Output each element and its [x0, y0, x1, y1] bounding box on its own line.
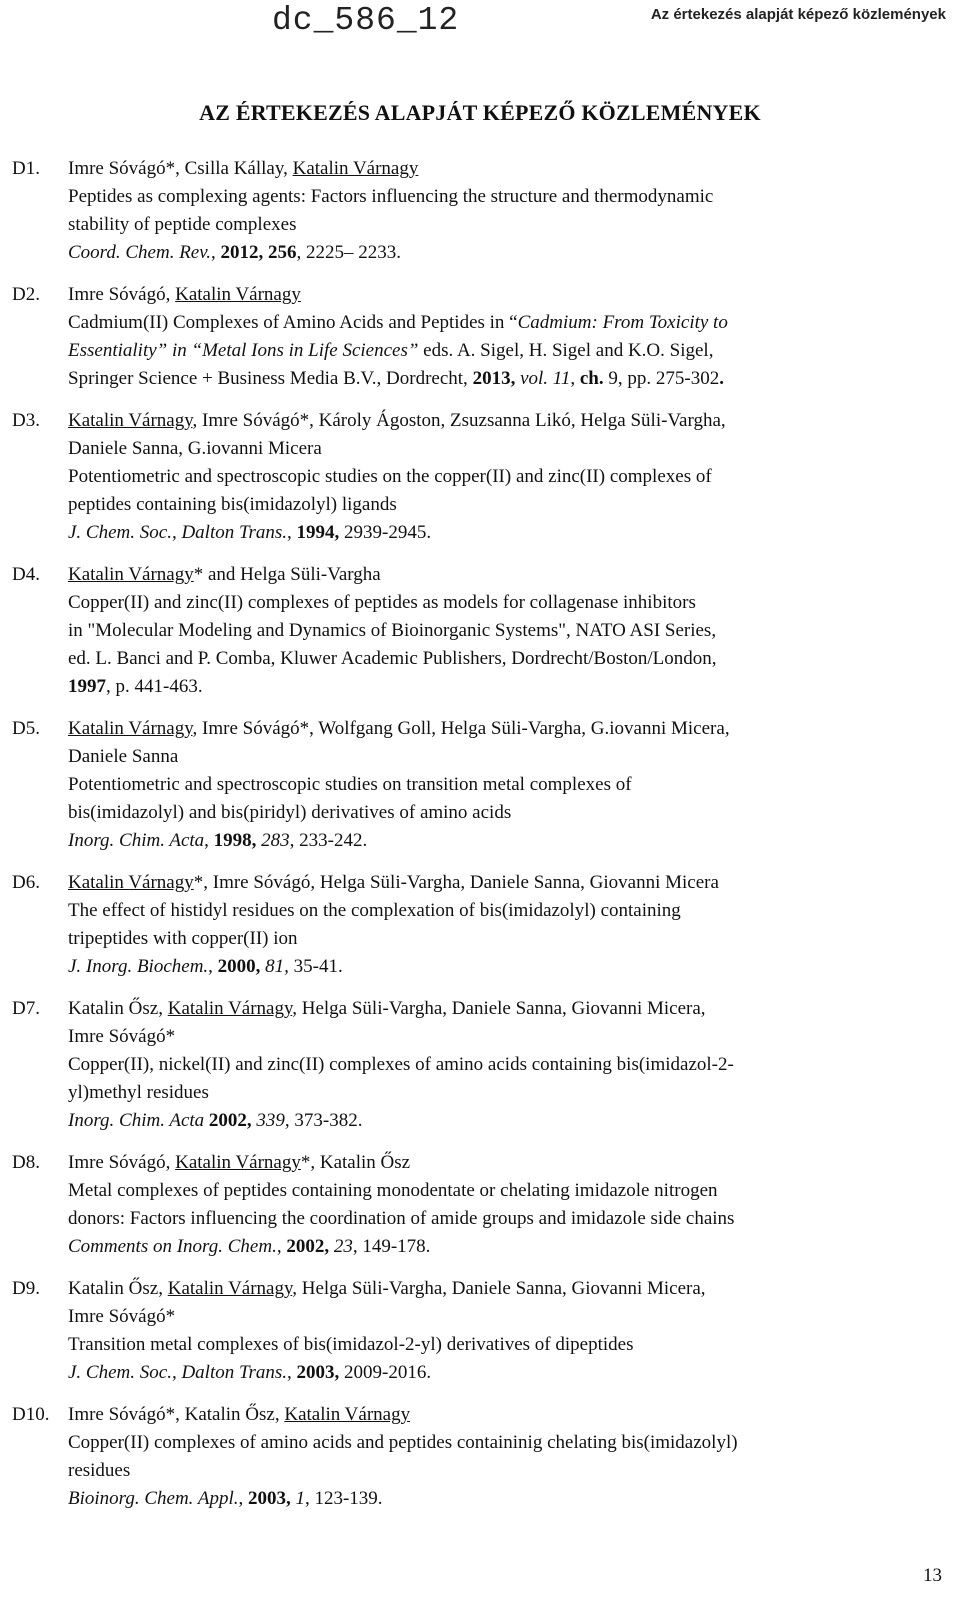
- entry-line: [68, 1275, 952, 1303]
- entry-line: [68, 1205, 952, 1233]
- text-segment: 35-41.: [288, 956, 343, 977]
- entry-number: D9.: [12, 1278, 40, 1299]
- underlined-author: Katalin Várnagy: [68, 872, 194, 893]
- text-segment: Daniele Sanna: [68, 746, 179, 767]
- text-segment: , Imre Sóvágó*, Károly Ágoston, Zsuzsanna Likó, Helga Süli-Vargha,: [192, 410, 726, 431]
- text-segment: , p. 441-463.: [106, 676, 203, 697]
- text-segment: J. Chem. Soc., Dalton Trans.: [68, 522, 288, 543]
- text-segment: 283: [261, 830, 290, 851]
- publication-entry: [12, 869, 952, 981]
- text-segment: donors: Factors influencing the coordination of amide groups and imidazole side chains: [68, 1208, 735, 1229]
- text-segment: ch.: [579, 368, 604, 389]
- text-segment: Cadmium: From Toxicity to: [517, 312, 728, 333]
- text-segment: , 149-178.: [352, 1236, 431, 1257]
- entry-line: [68, 1457, 952, 1485]
- publication-entry: [12, 1275, 952, 1387]
- entry-line: [68, 617, 952, 645]
- entry-line: [68, 491, 952, 519]
- text-segment: , Helga Süli-Vargha, Daniele Sanna, Giovanni Micera,: [292, 1278, 706, 1299]
- entry-line: [68, 309, 952, 337]
- text-segment: ed. L. Banci and P. Comba, Kluwer Academic Publishers, Dordrecht/Boston/London,: [68, 648, 717, 669]
- text-segment: Imre Sóvágó,: [68, 284, 176, 305]
- entry-line: [68, 827, 952, 855]
- entry-line: [68, 1023, 952, 1051]
- text-segment: Imre Sóvágó*: [68, 1026, 176, 1047]
- text-segment: Imre Sóvágó,: [68, 1152, 176, 1173]
- text-segment: J. Inorg. Biochem.: [68, 956, 209, 977]
- text-segment: Potentiometric and spectroscopic studies on transition metal complexes of: [68, 774, 632, 795]
- text-segment: in "Molecular Modeling and Dynamics of Bioinorganic Systems", NATO ASI Series,: [68, 620, 717, 641]
- text-segment: 2012, 256: [220, 242, 297, 263]
- underlined-author: Katalin Várnagy: [175, 1152, 301, 1173]
- entry-line: [68, 715, 952, 743]
- entry-number: D3.: [12, 410, 40, 431]
- text-segment: 1: [295, 1488, 305, 1509]
- text-segment: Metal complexes of peptides containing monodentate or chelating imidazole nitrogen: [68, 1180, 718, 1201]
- text-segment: stability of peptide complexes: [68, 214, 297, 235]
- text-segment: *, Imre Sóvágó, Helga Süli-Vargha, Daniele Sanna, Giovanni Micera: [193, 872, 719, 893]
- text-segment: eds. A. Sigel, H. Sigel and K.O. Sigel,: [418, 340, 714, 361]
- text-segment: Imre Sóvágó*, Katalin Ősz,: [68, 1404, 285, 1425]
- text-segment: vol. 11: [520, 368, 571, 389]
- entry-line: [68, 1107, 952, 1135]
- entry-number: D8.: [12, 1152, 40, 1173]
- underlined-author: Katalin Várnagy: [167, 1278, 293, 1299]
- text-segment: Transition metal complexes of bis(imidazol-2-yl) derivatives of dipeptides: [68, 1334, 634, 1355]
- text-segment: Inorg. Chim. Acta: [68, 1110, 205, 1131]
- text-segment: , 233-242.: [289, 830, 368, 851]
- text-segment: .: [719, 368, 724, 389]
- text-segment: *, Katalin Ősz: [300, 1152, 411, 1173]
- text-segment: Springer Science + Business Media B.V., Dordrecht,: [68, 368, 473, 389]
- text-segment: * and Helga Süli-Vargha: [193, 564, 381, 585]
- text-segment: ,: [204, 830, 214, 851]
- text-segment: yl)methyl residues: [68, 1082, 209, 1103]
- text-segment: 1997: [68, 676, 106, 697]
- text-segment: 9, pp. 275-302: [603, 368, 720, 389]
- text-segment: ,: [287, 522, 297, 543]
- text-segment: 2013,: [472, 368, 516, 389]
- text-segment: 2003,: [247, 1488, 291, 1509]
- text-segment: The effect of histidyl residues on the complexation of bis(imidazolyl) containing: [68, 900, 681, 921]
- text-segment: 23: [333, 1236, 353, 1257]
- entry-number: D7.: [12, 998, 40, 1019]
- text-segment: residues: [68, 1460, 131, 1481]
- publication-entry: [12, 281, 952, 393]
- text-segment: Cadmium(II) Complexes of Amino Acids and Peptides in “: [68, 312, 518, 333]
- entry-line: [68, 925, 952, 953]
- entry-line: [68, 953, 952, 981]
- text-segment: ,: [238, 1488, 248, 1509]
- publication-entry: [12, 715, 952, 855]
- publication-entry: [12, 155, 952, 267]
- text-segment: Inorg. Chim. Acta: [68, 830, 205, 851]
- entry-line: [68, 1429, 952, 1457]
- entry-line: [68, 1303, 952, 1331]
- underlined-author: Katalin Várnagy: [292, 158, 419, 179]
- underlined-author: Katalin Várnagy: [175, 284, 301, 305]
- entry-line: [68, 869, 952, 897]
- entry-line: [68, 799, 952, 827]
- text-segment: Copper(II), nickel(II) and zinc(II) complexes of amino acids containing bis(imidazol-2-: [68, 1054, 734, 1075]
- text-segment: ,: [276, 1236, 287, 1257]
- running-header: Az értekezés alapját képező közlemények: [650, 6, 946, 23]
- entry-line: [68, 897, 952, 925]
- entry-number: D1.: [12, 158, 40, 179]
- text-segment: Imre Sóvágó*, Csilla Kállay,: [68, 158, 293, 179]
- entry-line: [68, 1149, 952, 1177]
- text-segment: , Imre Sóvágó*, Wolfgang Goll, Helga Süli-Vargha, G.iovanni Micera,: [192, 718, 730, 739]
- publication-list: [12, 155, 952, 1527]
- entry-line: [68, 995, 952, 1023]
- text-segment: ,: [570, 368, 580, 389]
- entry-line: [68, 1051, 952, 1079]
- entry-number: D5.: [12, 718, 40, 739]
- text-segment: 2002,: [286, 1236, 330, 1257]
- text-segment: Copper(II) complexes of amino acids and peptides containinig chelating bis(imidazolyl): [68, 1432, 738, 1453]
- entry-line: [68, 463, 952, 491]
- entry-line: [68, 673, 952, 701]
- text-segment: Potentiometric and spectroscopic studies on the copper(II) and zinc(II) complexes of: [68, 466, 712, 487]
- publication-entry: [12, 407, 952, 547]
- text-segment: , 2225– 2233.: [296, 242, 402, 263]
- entry-line: [68, 239, 952, 267]
- text-segment: ,: [208, 956, 218, 977]
- text-segment: tripeptides with copper(II) ion: [68, 928, 298, 949]
- entry-line: [68, 1177, 952, 1205]
- entry-line: [68, 519, 952, 547]
- page-title: AZ ÉRTEKEZÉS ALAPJÁT KÉPEZŐ KÖZLEMÉNYEK: [199, 100, 761, 125]
- text-segment: , 373-382.: [284, 1110, 363, 1131]
- entry-line: [68, 365, 952, 393]
- text-segment: Katalin Ősz,: [68, 1278, 168, 1299]
- document-id: dc_586_12: [272, 2, 460, 39]
- text-segment: Peptides as complexing agents: Factors influencing the structure and thermodynamic: [68, 186, 714, 207]
- entry-line: [68, 211, 952, 239]
- entry-line: [68, 337, 952, 365]
- text-segment: 2009-2016.: [339, 1362, 432, 1383]
- text-segment: Copper(II) and zinc(II) complexes of peptides as models for collagenase inhibitors: [68, 592, 696, 613]
- entry-line: [68, 589, 952, 617]
- publication-entry: [12, 995, 952, 1135]
- entry-line: [68, 1331, 952, 1359]
- entry-line: [68, 183, 952, 211]
- page-number: 13: [923, 1565, 942, 1586]
- entry-number: D10.: [12, 1404, 50, 1425]
- text-segment: ,: [287, 1362, 297, 1383]
- underlined-author: Katalin Várnagy: [68, 410, 193, 431]
- underlined-author: Katalin Várnagy: [284, 1404, 411, 1425]
- text-segment: Coord. Chem. Rev.: [68, 242, 212, 263]
- publication-entry: [12, 1401, 952, 1513]
- entry-line: [68, 1233, 952, 1261]
- entry-line: [68, 771, 952, 799]
- text-segment: Bioinorg. Chem. Appl.: [68, 1488, 239, 1509]
- text-segment: 339: [256, 1110, 285, 1131]
- entry-line: [68, 1401, 952, 1429]
- entry-line: [68, 407, 952, 435]
- text-segment: , Helga Süli-Vargha, Daniele Sanna, Giovanni Micera,: [292, 998, 706, 1019]
- entry-number: D2.: [12, 284, 40, 305]
- text-segment: Katalin Ősz,: [68, 998, 168, 1019]
- text-segment: peptides containing bis(imidazolyl) ligands: [68, 494, 397, 515]
- text-segment: , 123-139.: [304, 1488, 383, 1509]
- text-segment: Daniele Sanna, G.iovanni Micera: [68, 438, 322, 459]
- underlined-author: Katalin Várnagy: [68, 564, 194, 585]
- publication-entry: [12, 1149, 952, 1261]
- entry-line: [68, 281, 952, 309]
- text-segment: Comments on Inorg. Chem.: [68, 1236, 277, 1257]
- text-segment: 2003,: [296, 1362, 340, 1383]
- entry-number: D6.: [12, 872, 40, 893]
- text-segment: J. Chem. Soc., Dalton Trans.: [68, 1362, 288, 1383]
- underlined-author: Katalin Várnagy: [68, 718, 193, 739]
- text-segment: bis(imidazolyl) and bis(piridyl) derivatives of amino acids: [68, 802, 512, 823]
- entry-number: D4.: [12, 564, 40, 585]
- entry-line: [68, 743, 952, 771]
- entry-line: [68, 1359, 952, 1387]
- underlined-author: Katalin Várnagy: [167, 998, 293, 1019]
- text-segment: ,: [211, 242, 221, 263]
- entry-line: [68, 435, 952, 463]
- text-segment: Essentiality” in “Metal Ions in Life Sciences”: [68, 340, 419, 361]
- entry-line: [68, 645, 952, 673]
- text-segment: 2000,: [217, 956, 261, 977]
- text-segment: 1998,: [213, 830, 257, 851]
- text-segment: Imre Sóvágó*: [68, 1306, 176, 1327]
- text-segment: 81,: [265, 956, 289, 977]
- text-segment: 1994,: [296, 522, 340, 543]
- entry-line: [68, 1485, 952, 1513]
- entry-line: [68, 155, 952, 183]
- entry-line: [68, 1079, 952, 1107]
- text-segment: 2939-2945.: [339, 522, 432, 543]
- text-segment: 2002,: [208, 1110, 252, 1131]
- publication-entry: [12, 561, 952, 701]
- entry-line: [68, 561, 952, 589]
